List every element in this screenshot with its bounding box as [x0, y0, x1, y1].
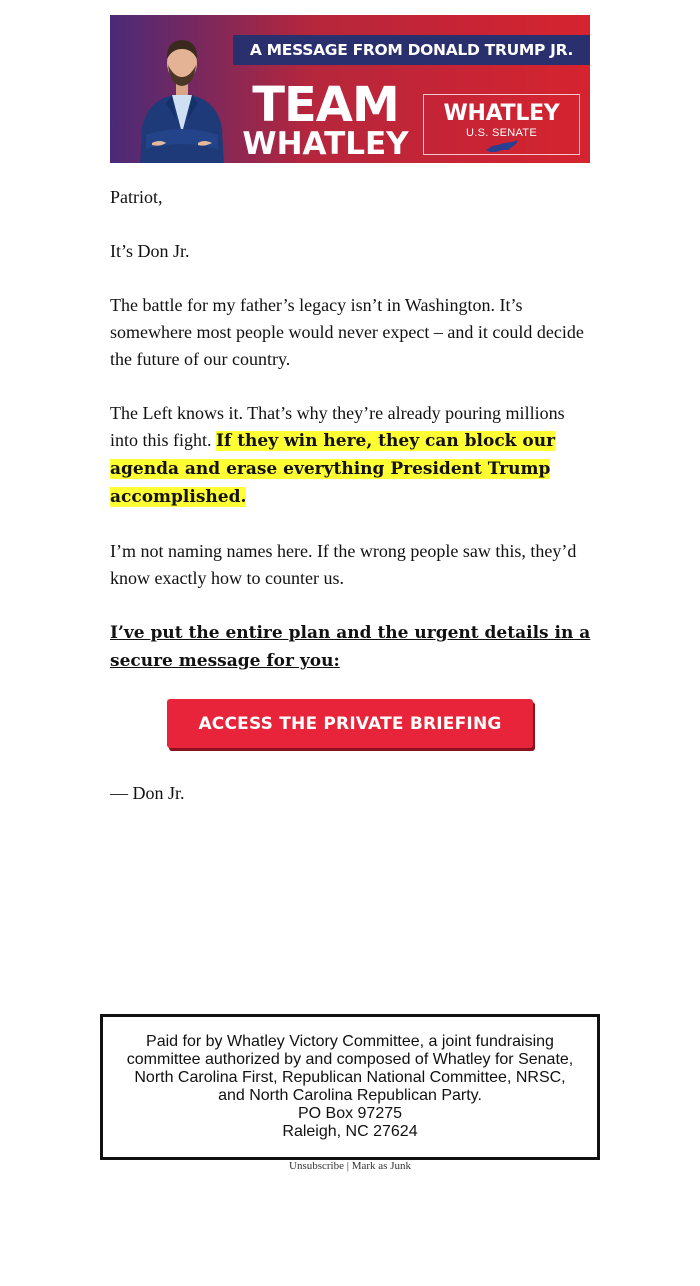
- signoff: — Don Jr.: [110, 783, 185, 803]
- footer-separator: |: [346, 1160, 349, 1172]
- team-name: WHATLEY: [242, 126, 409, 162]
- mark-as-junk-link[interactable]: Mark as Junk: [351, 1160, 411, 1172]
- disclaimer-line: Paid for by Whatley Victory Committee, a joint fundraising: [146, 1033, 554, 1050]
- disclaimer-city: Raleigh, NC 27624: [282, 1123, 418, 1140]
- team-logo: [238, 77, 413, 162]
- candidate-name: WHATLEY: [443, 101, 560, 126]
- team-word: TEAM: [252, 77, 399, 133]
- paragraph-left-knows-plain: The Left knows it. That’s why they’re already pouring millions into this fight.: [110, 403, 565, 450]
- paragraph-not-naming: I’m not naming names here. If the wrong people saw this, they’d know exactly how to counter us.: [110, 541, 577, 588]
- paid-for-disclaimer: [100, 1014, 600, 1160]
- banner-message-bar: [233, 35, 590, 65]
- cta-line: [110, 619, 596, 675]
- disclaimer-line: committee authorized by and composed of Whatley for Senate,: [126, 1051, 574, 1068]
- unsubscribe-link[interactable]: Unsubscribe: [289, 1160, 344, 1172]
- disclaimer-line: and North Carolina Republican Party.: [218, 1087, 482, 1104]
- banner-message-text: A MESSAGE FROM DONALD TRUMP JR.: [249, 41, 574, 59]
- portrait-image: [132, 23, 232, 163]
- senate-logo: [423, 94, 580, 155]
- disclaimer-address: PO Box 97275: [297, 1105, 403, 1122]
- paragraph-legacy: The battle for my father’s legacy isn’t in Washington. It’s somewhere most people would never expect – and it could decide the future of our country.: [110, 295, 584, 369]
- north-carolina-state-icon: [486, 140, 518, 152]
- greeting: Patriot,: [110, 187, 163, 207]
- office-label: U.S. SENATE: [466, 127, 537, 139]
- secure-message-link[interactable]: I’ve put the entire plan and the urgent details in a secure message for you:: [110, 623, 591, 671]
- email-body: [110, 184, 596, 702]
- access-briefing-button[interactable]: ACCESS THE PRIVATE BRIEFING: [167, 699, 533, 748]
- highlighted-warning: If they win here, they can block our agenda and erase everything President Trump accomplished.: [110, 431, 556, 507]
- paragraph-left-knows: [110, 400, 596, 511]
- intro-line: It’s Don Jr.: [110, 241, 190, 261]
- footer-links: [0, 1160, 700, 1172]
- cta-button-wrap: [167, 699, 533, 748]
- disclaimer-line: North Carolina First, Republican National Committee, NRSC,: [134, 1069, 566, 1086]
- header-banner: [110, 15, 590, 163]
